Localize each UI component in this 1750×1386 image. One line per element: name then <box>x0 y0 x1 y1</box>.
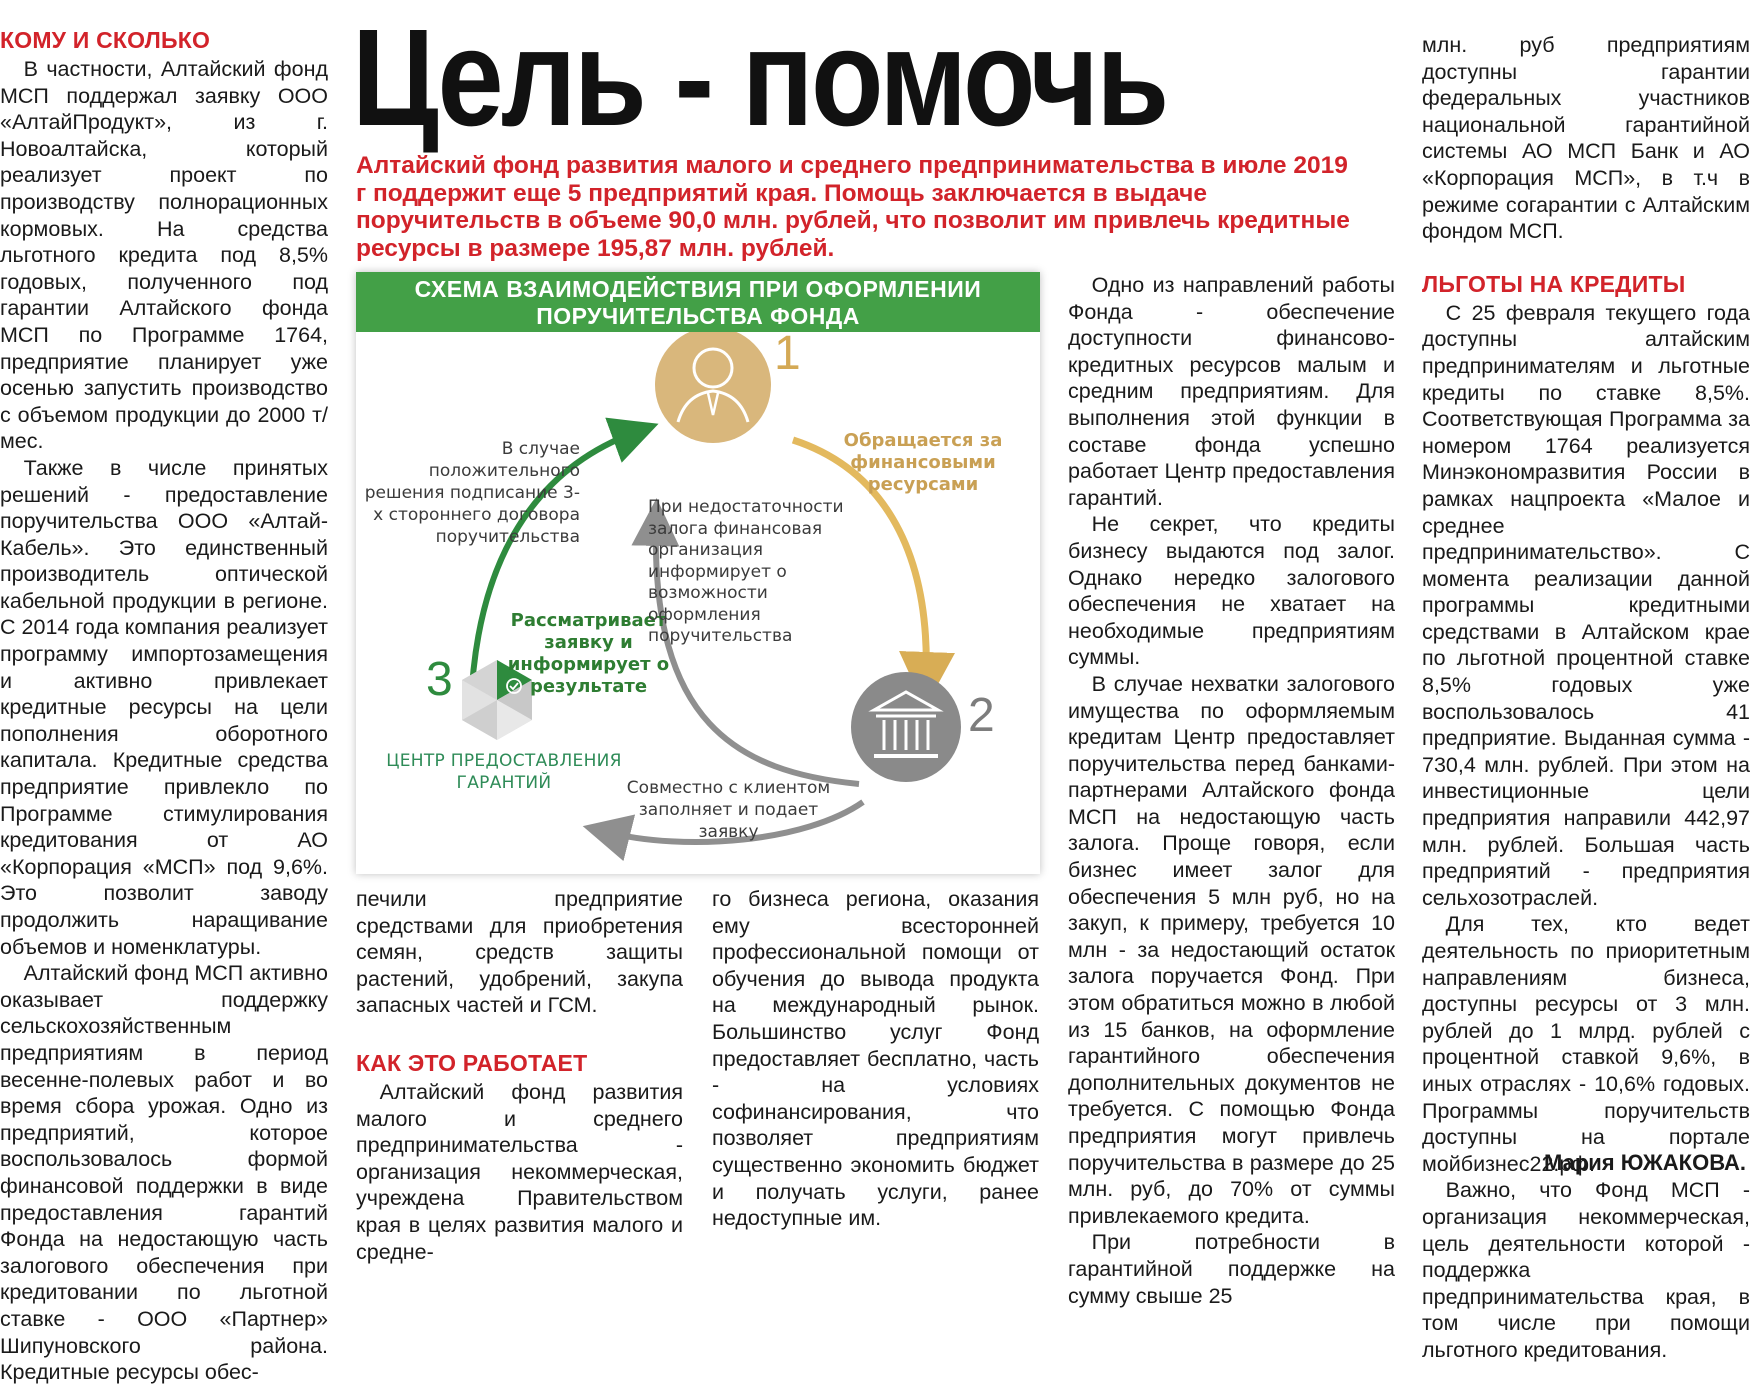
step-1-number: 1 <box>774 327 801 380</box>
col5a-paragraph-1: млн. руб предприятиям доступны гарантии федеральных участников национальной гарантийной системы АО МСП Банк и АО «Корпорация МСП», в т.ч в режиме согарантии с Алтайским фондом МСП. <box>1422 33 1750 244</box>
step-3-number: 3 <box>426 653 453 706</box>
byline: Мария ЮЖАКОВА. <box>1544 1150 1746 1175</box>
person-icon <box>655 327 771 443</box>
column-4 <box>1068 272 1395 1308</box>
col5a-body <box>1422 32 1750 245</box>
col4-paragraph-4: При потребности в гарантийной поддержке на сумму свыше 25 <box>1068 1230 1395 1308</box>
column-1 <box>0 26 328 1385</box>
lead-paragraph: Алтайский фонд развития малого и среднего предпринимательства в июле 2019 г поддержит еще 5 предприятий края. Помощь заключается в выдаче поручительств в объеме 90,0 млн. рублей, что позволит им привлечь кредитные ресурсы в размере 195,87 млн. рублей. <box>356 152 1350 262</box>
rubric-who: КОМУ И СКОЛЬКО <box>0 27 211 53</box>
bank-icon <box>851 672 961 782</box>
col4-paragraph-1: Одно из направлений работы Фонда - обеспечение доступности финансово-кредитных ресурсов малым и средним предприятиям. Для выполнения этой функции в составе фонда успешно работает Центр предоставления гарантий. <box>1068 273 1395 510</box>
step-2-number: 2 <box>968 689 995 742</box>
center-label: ЦЕНТР ПРЕДОСТАВЛЕНИЯ ГАРАНТИЙ <box>386 751 622 793</box>
col5b-paragraph-1: С 25 февраля текущего года доступны алтайским предпринимателям и льготные кредиты по ставке 8,5%. Соответствующая Программа за номером 1764 реализуется Минэкономразвития России в рамках нацпроекта «Малое и среднее предпринимательство». С момента реализации данной программы кредитными средствами в Алтайском крае по льготной процентной ставке 8,5% годовых уже воспользовалось 41 предприятие. Выданная сумма - 730,4 млн. рублей. При этом на инвестиционные цели предприятия направили 442,97 млн. рублей. Большая часть предприятий - предприятия сельхозотраслей. <box>1422 300 1750 910</box>
col2b-paragraph-1: Алтайский фонд развития малого и среднего предпринимательства - организация некоммерческая, учреждена Правительством края в целях развития малого и средне- <box>356 1079 683 1264</box>
headline: Цель - помочь <box>352 1 1167 155</box>
interaction-scheme-figure <box>356 272 1040 874</box>
column-2 <box>356 886 683 1264</box>
col1-paragraph-3: Алтайский фонд МСП активно оказывает поддержку сельскохозяйственным предприятиям в период весенне-полевых работ и во время сбора урожая. Одно из предприятий, которое воспользовалось формой финансовой поддержки в виде предоставления гарантий Фонда на недостающую часть залогового обеспечения при кредитовании по льготной ставке - ООО «Партнер» Шипуновского района. Кредитные ресурсы обес- <box>0 961 328 1385</box>
col5b-paragraph-2: Для тех, кто ведет деятельность по приоритетным направлениям бизнеса, доступны ресурсы от 3 млн. рублей до 1 млрд. рублей с процентной ставкой 9,6%, в иных отраслях - 10,6% годовых. Программы поручительств доступны на портале мойбизнес22.рф. <box>1422 912 1750 1176</box>
col5b-paragraph-3: Важно, что Фонд МСП - организация некоммерческая, цель деятельности которой - поддержка предпринимательства края, в том числе при помощи льготного кредитования. <box>1422 1178 1750 1362</box>
col3-body <box>712 886 1039 1232</box>
col1-body <box>0 56 328 1386</box>
arrow-3-1-label: В случае положительного решения подписание 3-х стороннего договора поручительства <box>364 439 580 547</box>
col1-paragraph-1: В частности, Алтайский фонд МСП поддержал заявку ООО «АлтайПродукт», из г. Новоалтайска, который реализует проект по производству полнорационных кормовых. На средства льготного кредита под 8,5% годовых, полученного под гарантии Алтайского фонда МСП по Программе 1764, предприятие планирует уже осенью запустить производство с объемом продукции до 2000 т/мес. <box>0 57 328 454</box>
col5b-body <box>1422 300 1750 1364</box>
col2a-body <box>356 886 683 1019</box>
figure-header-line-2: ПОРУЧИТЕЛЬСТВА ФОНДА <box>536 303 860 329</box>
insufficient-collateral-label: При недостаточности залога финансовая организация информирует о возможности оформления поручительства <box>648 497 844 646</box>
col3-paragraph-1: го бизнеса региона, оказания ему всесторонней профессиональной помощи от обучения до вывода продукта на международный рынок. Большинство услуг Фонд предоставляет бесплатно, часть - на условиях софинансирования, что позволяет предприятиям существенно экономить бюджет и получать услуги, ранее недоступные им. <box>712 887 1039 1231</box>
reviews-label: Рассматривает заявку и информирует о результате <box>507 610 670 697</box>
col2a-paragraph-1: печили предприятие средствами для приобретения семян, средств защиты растений, удобрений, закупа запасных частей и ГСМ. <box>356 887 683 1018</box>
col2b-body <box>356 1079 683 1265</box>
figure-header-line-1: СХЕМА ВЗАИМОДЕЙСТВИЯ ПРИ ОФОРМЛЕНИИ <box>414 276 982 302</box>
arrow-2-3-label: Совместно с клиентом заполняет и подает заявку <box>626 778 831 842</box>
col1-paragraph-2: Также в числе принятых решений - предоставление поручительства ООО «Алтай-Кабель». Это единственный производитель оптической кабельной продукции в регионе. С 2014 года компания реализует программу импортозамещения и активно привлекает кредитные ресурсы на цели пополнения оборотного капитала. Кредитные средства предприятие привлекло по Программе стимулирования кредитования от АО «Корпорация «МСП» под 9,6%. Это позволит заводу продолжить наращивание объемов и номенклатуры. <box>0 455 328 959</box>
rubric-benefits: ЛЬГОТЫ НА КРЕДИТЫ <box>1422 270 1686 297</box>
arrow-1-2-label: Обращается за финансовыми ресурсами <box>843 430 1003 495</box>
figure-header <box>356 272 1040 332</box>
col4-paragraph-3: В случае нехватки залогового имущества по оформляемым кредитам Центр предоставляет поручительства перед банками-партнерами Алтайского фонда МСП на недостающую часть залога. Проще говоря, если бизнес имеет залог для обеспечения 5 млн руб, но на закуп, к примеру, требуется 10 млн - за недостающий остаток залога поручается Фонд. При этом обратиться можно в любой из 15 банков, на оформление гарантийного обеспечения дополнительных документов не требуется. С помощью Фонда предприятия могут привлечь поручительства в размере до 25 млн. руб, до 70% от суммы привлекаемого кредита. <box>1068 671 1395 1228</box>
col4-paragraph-2: Не секрет, что кредиты бизнесу выдаются под залог. Однако нередко залогового обеспечения не хватает на необходимые предприятиям суммы. <box>1068 512 1395 670</box>
column-3 <box>712 886 1039 1231</box>
rubric-how: КАК ЭТО РАБОТАЕТ <box>356 1049 588 1076</box>
col4-body <box>1068 272 1395 1309</box>
